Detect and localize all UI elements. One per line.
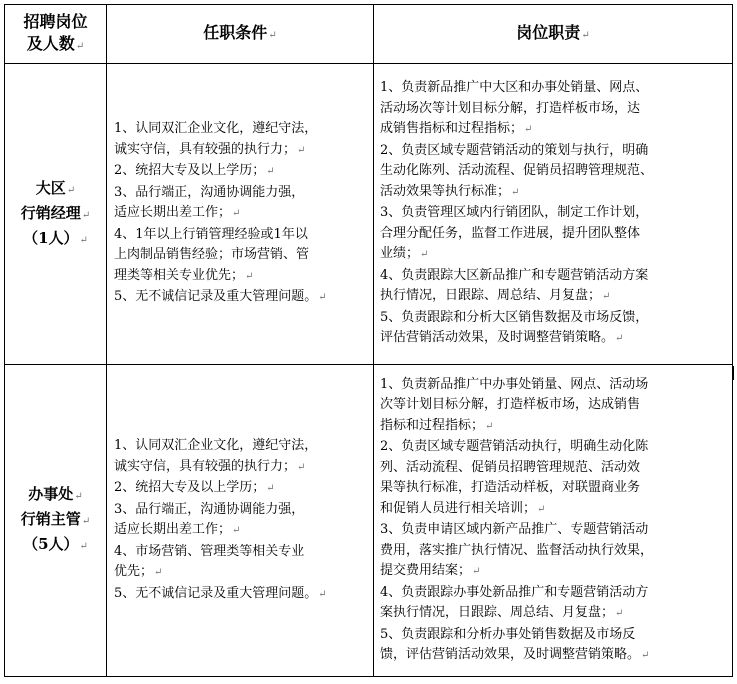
position-title-line1: 办事处↵ bbox=[28, 485, 83, 503]
recruitment-table bbox=[4, 4, 733, 677]
duty-line: 费用，落实推广执行情况、监督活动执行效果， bbox=[380, 542, 654, 558]
duty-line: 1、负责新品推广中办事处销量、网点、活动场 bbox=[380, 376, 649, 392]
header-duties bbox=[374, 5, 733, 64]
condition-line: 诚实守信，具有较强的执行力；↵ bbox=[114, 458, 306, 474]
duty-line: 案执行情况，日跟踪、周总结、月复盘；↵ bbox=[380, 605, 624, 620]
header-col1-line1: 招聘岗位 bbox=[23, 11, 88, 31]
position-title-line1: 大区↵ bbox=[35, 178, 76, 197]
duty-line: 业绩；↵ bbox=[380, 246, 429, 262]
duties-cell bbox=[374, 365, 733, 677]
paragraph-mark: ↵ bbox=[75, 40, 85, 52]
duty-line: 活动效果等执行标准；↵ bbox=[380, 183, 520, 199]
duty-line: 评估营销活动效果，及时调整营销策略。↵ bbox=[380, 330, 624, 346]
duty-line: 和促销人员进行相关培训；↵ bbox=[380, 500, 546, 516]
duty-line: 列、活动流程、促销员招聘管理规范、活动效 bbox=[380, 459, 641, 475]
condition-line: 5、无不诚信记录及重大管理问题。↵ bbox=[114, 585, 327, 601]
condition-line: 4、1年以上行销管理经验或1年以 bbox=[114, 226, 308, 242]
condition-line: 3、品行端正，沟通协调能力强， bbox=[114, 184, 305, 200]
duty-line: 次等计划目标分解，打造样板市场，达成销售 bbox=[380, 397, 641, 412]
header-row bbox=[5, 5, 733, 64]
header-position-count bbox=[5, 5, 107, 64]
duty-line: 活动场次等计划目标分解，打造样板市场，达 bbox=[380, 100, 641, 116]
header-col2-text: 任职条件 bbox=[203, 22, 268, 42]
duty-line: 成销售指标和过程指标；↵ bbox=[380, 121, 533, 137]
paragraph-mark: ↵ bbox=[268, 29, 277, 41]
header-col1-line2-wrap bbox=[5, 33, 106, 58]
condition-line: 4、市场营销、管理类等相关专业 bbox=[114, 543, 305, 559]
condition-line: 适应长期出差工作；↵ bbox=[114, 205, 241, 221]
condition-line: 3、品行端正，沟通协调能力强， bbox=[114, 501, 305, 517]
position-title-cell bbox=[5, 64, 107, 365]
header-conditions bbox=[107, 5, 374, 64]
position-title-line2: 行销经理↵ bbox=[20, 203, 91, 222]
condition-line: 适应长期出差工作；↵ bbox=[114, 522, 241, 537]
duty-line: 提交费用结案；↵ bbox=[380, 563, 481, 578]
position-title-line2: 行销主管↵ bbox=[20, 510, 91, 528]
condition-line: 上肉制品销售经验；市场营销、管 bbox=[114, 247, 310, 263]
header-col1-line2: 及人数 bbox=[26, 33, 75, 53]
condition-line: 诚实守信，具有较强的执行力；↵ bbox=[114, 141, 306, 157]
position-row bbox=[5, 365, 733, 677]
condition-line: 5、无不诚信记录及重大管理问题。↵ bbox=[114, 289, 327, 305]
duty-line: 3、负责管理区域内行销团队，制定工作计划， bbox=[380, 205, 649, 221]
duty-line: 4、负责跟踪办事处新品推广和专题营销活动方 bbox=[380, 584, 649, 600]
conditions-cell bbox=[107, 64, 374, 365]
position-title-cell bbox=[5, 365, 107, 677]
header-col3-text: 岗位职责 bbox=[516, 22, 581, 42]
duty-line: 馈，评估营销活动效果，及时调整营销策略。↵ bbox=[380, 647, 650, 662]
text-cursor bbox=[733, 366, 734, 380]
duty-line: 1、负责新品推广中大区和办事处销量、网点、 bbox=[380, 80, 649, 96]
duty-line: 生动化陈列、活动流程、促销员招聘管理规范、 bbox=[380, 163, 654, 179]
condition-line: 1、认同双汇企业文化，遵纪守法， bbox=[114, 438, 318, 453]
condition-line: 2、统招大专及以上学历；↵ bbox=[114, 480, 275, 495]
duties-cell bbox=[374, 64, 733, 365]
position-count: （1人）↵ bbox=[23, 228, 88, 247]
condition-line: 2、统招大专及以上学历；↵ bbox=[114, 163, 275, 179]
conditions-cell bbox=[107, 365, 374, 677]
duty-line: 5、负责跟踪和分析办事处销售数据及市场反 bbox=[380, 626, 636, 642]
duty-line: 执行情况，日跟踪、周总结、月复盘；↵ bbox=[380, 288, 611, 304]
duty-line: 4、负责跟踪大区新品推广和专题营销活动方案 bbox=[380, 267, 649, 283]
condition-line: 1、认同双汇企业文化，遵纪守法， bbox=[114, 121, 318, 137]
paragraph-mark: ↵ bbox=[581, 29, 590, 41]
condition-line: 优先；↵ bbox=[114, 564, 163, 579]
duty-line: 果等执行标准，打造活动样板，对联盟商业务 bbox=[380, 480, 641, 495]
position-count: （5人）↵ bbox=[23, 535, 88, 553]
duty-line: 合理分配任务，监督工作进展，提升团队整体 bbox=[380, 225, 641, 241]
condition-line: 理类等相关专业优先；↵ bbox=[114, 267, 254, 283]
duty-line: 2、负责区域专题营销活动执行，明确生动化陈 bbox=[380, 439, 649, 454]
duty-line: 2、负责区域专题营销活动的策划与执行，明确 bbox=[380, 142, 649, 158]
position-row bbox=[5, 64, 733, 365]
duty-line: 5、负责跟踪和分析大区销售数据及市场反馈， bbox=[380, 309, 649, 325]
duty-line: 指标和过程指标；↵ bbox=[380, 417, 494, 433]
duty-line: 3、负责申请区域内新产品推广、专题营销活动 bbox=[380, 522, 649, 537]
